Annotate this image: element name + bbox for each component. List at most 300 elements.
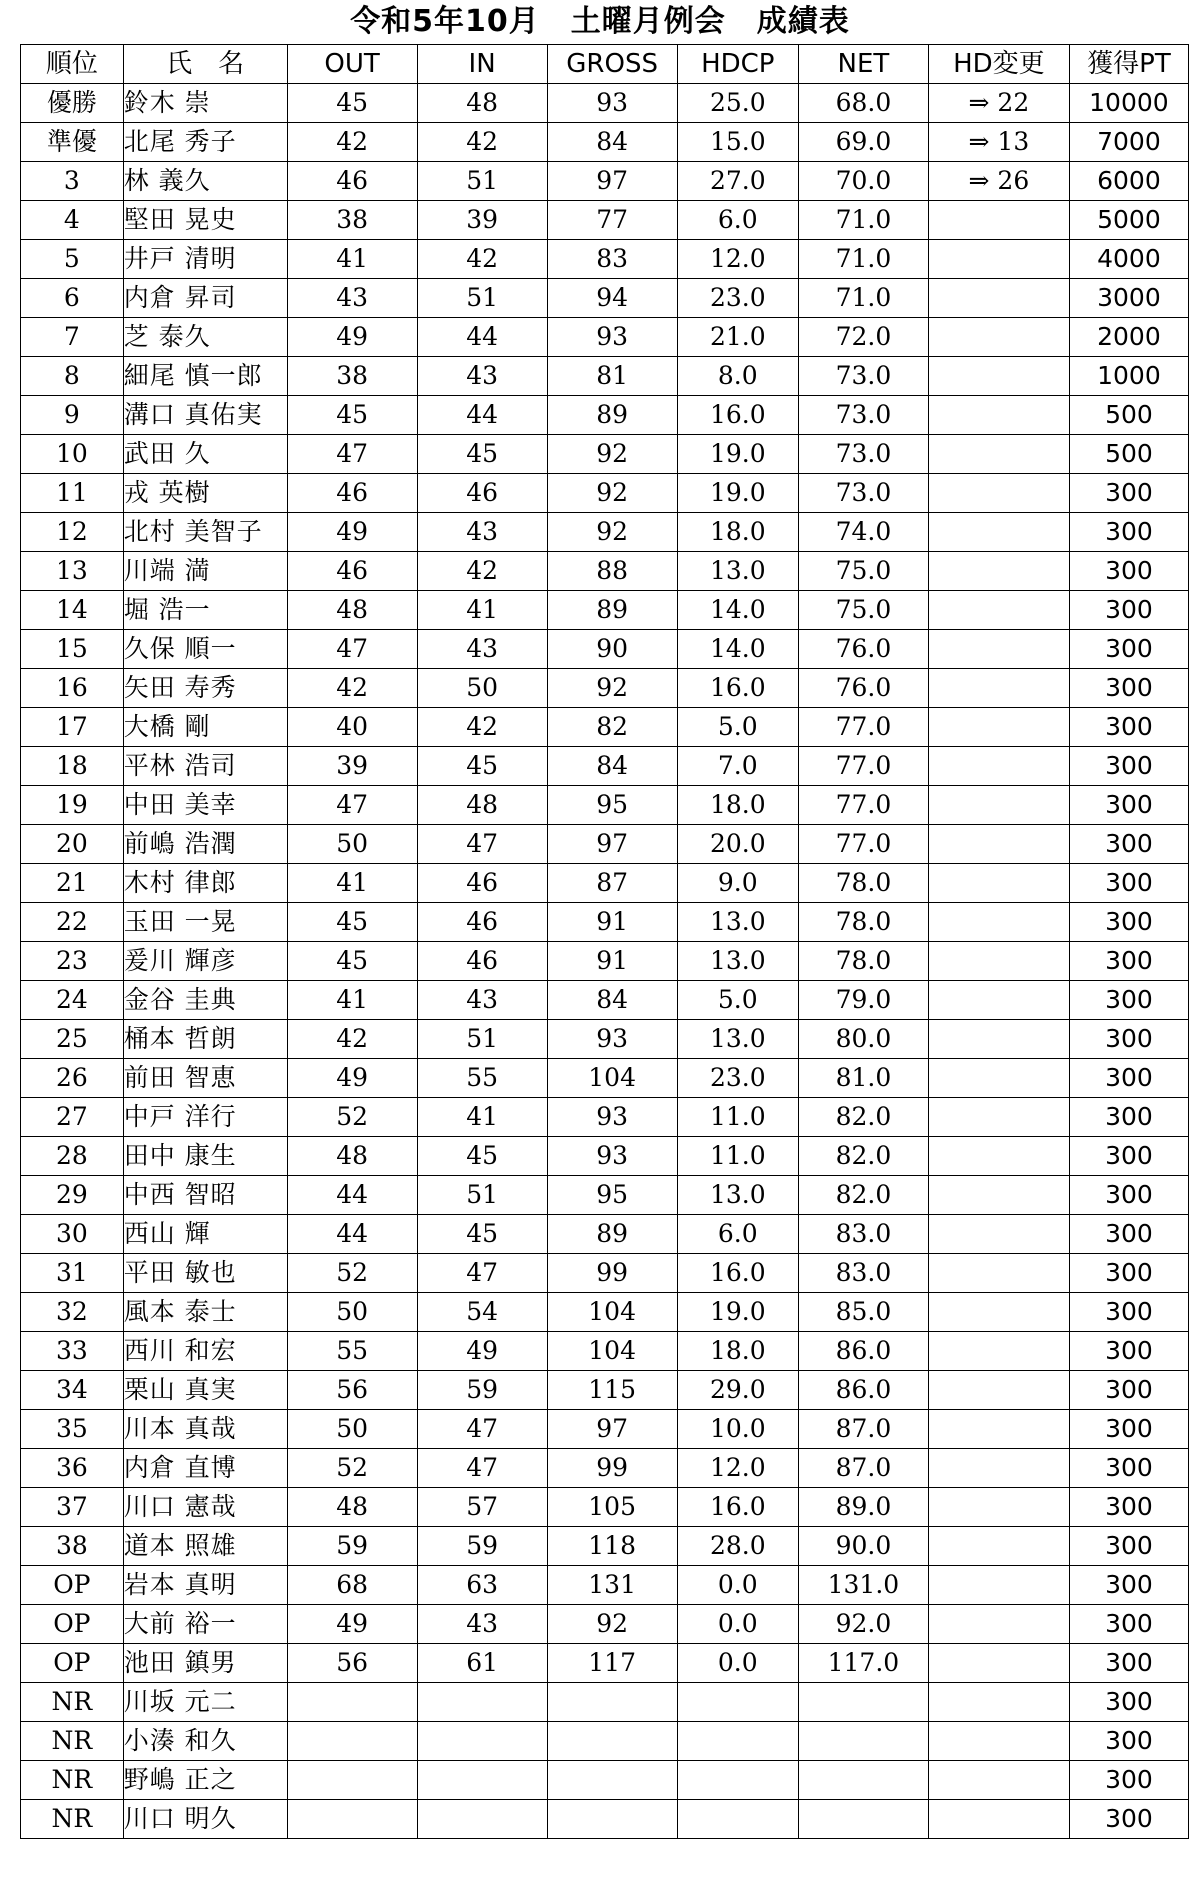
table-row <box>21 1098 1189 1137</box>
out-cell: 49 <box>287 318 417 357</box>
hd-change-cell <box>928 279 1069 318</box>
hdcp-cell: 13.0 <box>677 552 798 591</box>
rank-cell: 15 <box>21 630 124 669</box>
in-cell: 39 <box>417 201 547 240</box>
in-cell: 55 <box>417 1059 547 1098</box>
in-cell: 41 <box>417 1098 547 1137</box>
hd-change-cell <box>928 1410 1069 1449</box>
net-cell: 85.0 <box>798 1293 928 1332</box>
hdcp-cell: 23.0 <box>677 279 798 318</box>
name-cell: 中戸 洋行 <box>123 1098 287 1137</box>
name-cell: 前嶋 浩潤 <box>123 825 287 864</box>
rank-cell: 35 <box>21 1410 124 1449</box>
name-cell: 芝 泰久 <box>123 318 287 357</box>
table-row <box>21 162 1189 201</box>
table-row <box>21 1332 1189 1371</box>
table-row <box>21 1215 1189 1254</box>
hd-change-cell <box>928 1293 1069 1332</box>
gross-cell <box>547 1761 677 1800</box>
out-cell: 42 <box>287 123 417 162</box>
rank-cell: OP <box>21 1566 124 1605</box>
in-cell: 51 <box>417 1176 547 1215</box>
hd-change-cell <box>928 1254 1069 1293</box>
rank-cell: 11 <box>21 474 124 513</box>
points-cell: 300 <box>1069 1683 1188 1722</box>
table-row <box>21 318 1189 357</box>
out-cell: 47 <box>287 786 417 825</box>
table-row <box>21 591 1189 630</box>
points-cell: 7000 <box>1069 123 1188 162</box>
out-cell: 44 <box>287 1215 417 1254</box>
page-title: 令和5年10月 土曜月例会 成績表 <box>350 4 850 39</box>
table-row <box>21 1410 1189 1449</box>
rank-cell: 19 <box>21 786 124 825</box>
hd-change-cell <box>928 1332 1069 1371</box>
in-cell: 41 <box>417 591 547 630</box>
net-cell: 83.0 <box>798 1215 928 1254</box>
out-cell <box>287 1722 417 1761</box>
gross-cell: 104 <box>547 1332 677 1371</box>
out-cell: 47 <box>287 435 417 474</box>
in-cell: 46 <box>417 942 547 981</box>
gross-cell: 83 <box>547 240 677 279</box>
hdcp-cell <box>677 1683 798 1722</box>
hd-change-cell <box>928 981 1069 1020</box>
in-cell: 63 <box>417 1566 547 1605</box>
hd-change-cell <box>928 513 1069 552</box>
gross-cell: 93 <box>547 318 677 357</box>
table-row <box>21 435 1189 474</box>
table-row <box>21 1683 1189 1722</box>
table-row <box>21 1761 1189 1800</box>
table-row <box>21 474 1189 513</box>
hdcp-cell: 10.0 <box>677 1410 798 1449</box>
out-cell: 40 <box>287 708 417 747</box>
net-cell: 70.0 <box>798 162 928 201</box>
name-cell: 爰川 輝彦 <box>123 942 287 981</box>
name-cell: 田中 康生 <box>123 1137 287 1176</box>
points-cell: 300 <box>1069 630 1188 669</box>
hd-change-cell <box>928 1527 1069 1566</box>
net-cell: 79.0 <box>798 981 928 1020</box>
hdcp-cell: 18.0 <box>677 1332 798 1371</box>
hd-change-cell <box>928 1176 1069 1215</box>
hd-change-cell <box>928 357 1069 396</box>
net-cell: 73.0 <box>798 435 928 474</box>
name-cell: 玉田 一晃 <box>123 903 287 942</box>
name-cell: 岩本 真明 <box>123 1566 287 1605</box>
table-row <box>21 942 1189 981</box>
points-cell: 3000 <box>1069 279 1188 318</box>
net-cell: 83.0 <box>798 1254 928 1293</box>
points-cell: 300 <box>1069 864 1188 903</box>
out-cell: 45 <box>287 903 417 942</box>
points-cell: 300 <box>1069 1176 1188 1215</box>
hd-change-cell <box>928 747 1069 786</box>
out-cell: 45 <box>287 396 417 435</box>
hdcp-cell: 19.0 <box>677 1293 798 1332</box>
hdcp-cell: 5.0 <box>677 708 798 747</box>
gross-cell: 92 <box>547 513 677 552</box>
rank-cell: 27 <box>21 1098 124 1137</box>
points-cell: 500 <box>1069 396 1188 435</box>
hd-change-cell: ⇒ 22 <box>928 84 1069 123</box>
out-cell: 41 <box>287 240 417 279</box>
net-cell <box>798 1722 928 1761</box>
name-cell: 風本 泰士 <box>123 1293 287 1332</box>
in-cell: 45 <box>417 1137 547 1176</box>
net-cell <box>798 1800 928 1839</box>
gross-cell: 89 <box>547 1215 677 1254</box>
out-cell: 50 <box>287 1293 417 1332</box>
net-cell: 77.0 <box>798 747 928 786</box>
net-cell <box>798 1761 928 1800</box>
hd-change-cell <box>928 942 1069 981</box>
rank-cell: 16 <box>21 669 124 708</box>
points-cell: 300 <box>1069 708 1188 747</box>
hdcp-cell: 19.0 <box>677 474 798 513</box>
rank-cell: 3 <box>21 162 124 201</box>
gross-cell: 89 <box>547 591 677 630</box>
gross-cell: 87 <box>547 864 677 903</box>
net-cell: 73.0 <box>798 474 928 513</box>
gross-cell: 84 <box>547 123 677 162</box>
table-row <box>21 1800 1189 1839</box>
out-cell: 49 <box>287 513 417 552</box>
table-row <box>21 513 1189 552</box>
net-cell: 76.0 <box>798 630 928 669</box>
net-cell: 72.0 <box>798 318 928 357</box>
out-cell: 44 <box>287 1176 417 1215</box>
hd-change-cell <box>928 1449 1069 1488</box>
hdcp-cell: 28.0 <box>677 1527 798 1566</box>
hd-change-cell <box>928 1605 1069 1644</box>
name-cell: 井戸 清明 <box>123 240 287 279</box>
hdcp-cell: 6.0 <box>677 201 798 240</box>
hd-change-cell <box>928 474 1069 513</box>
hdcp-cell: 12.0 <box>677 1449 798 1488</box>
hdcp-cell: 27.0 <box>677 162 798 201</box>
in-cell: 46 <box>417 864 547 903</box>
table-row <box>21 357 1189 396</box>
hdcp-cell: 21.0 <box>677 318 798 357</box>
net-cell: 87.0 <box>798 1449 928 1488</box>
table-row <box>21 1449 1189 1488</box>
rank-cell: NR <box>21 1683 124 1722</box>
hd-change-cell <box>928 1137 1069 1176</box>
points-cell: 2000 <box>1069 318 1188 357</box>
table-row <box>21 1488 1189 1527</box>
points-cell: 300 <box>1069 1215 1188 1254</box>
out-cell: 46 <box>287 162 417 201</box>
out-cell: 45 <box>287 942 417 981</box>
points-cell: 300 <box>1069 1410 1188 1449</box>
gross-cell: 93 <box>547 1098 677 1137</box>
table-row <box>21 1371 1189 1410</box>
gross-cell: 93 <box>547 1137 677 1176</box>
rank-cell: 34 <box>21 1371 124 1410</box>
column-header-in: IN <box>417 45 547 84</box>
rank-cell: 10 <box>21 435 124 474</box>
in-cell: 42 <box>417 123 547 162</box>
table-row <box>21 1254 1189 1293</box>
points-cell: 300 <box>1069 1605 1188 1644</box>
gross-cell: 92 <box>547 435 677 474</box>
hd-change-cell <box>928 1800 1069 1839</box>
points-cell: 300 <box>1069 747 1188 786</box>
rank-cell: 14 <box>21 591 124 630</box>
name-cell: 久保 順一 <box>123 630 287 669</box>
points-cell: 300 <box>1069 1761 1188 1800</box>
points-cell: 300 <box>1069 552 1188 591</box>
points-cell: 300 <box>1069 1098 1188 1137</box>
out-cell <box>287 1761 417 1800</box>
out-cell: 56 <box>287 1644 417 1683</box>
table-row <box>21 396 1189 435</box>
points-cell: 300 <box>1069 1488 1188 1527</box>
in-cell <box>417 1722 547 1761</box>
points-cell: 10000 <box>1069 84 1188 123</box>
rank-cell: NR <box>21 1761 124 1800</box>
out-cell: 56 <box>287 1371 417 1410</box>
out-cell: 41 <box>287 981 417 1020</box>
hdcp-cell <box>677 1800 798 1839</box>
name-cell: 林 義久 <box>123 162 287 201</box>
hd-change-cell <box>928 318 1069 357</box>
net-cell: 76.0 <box>798 669 928 708</box>
column-header-hd-change: HD変更 <box>928 45 1069 84</box>
in-cell: 59 <box>417 1527 547 1566</box>
gross-cell: 92 <box>547 474 677 513</box>
in-cell: 57 <box>417 1488 547 1527</box>
points-cell: 5000 <box>1069 201 1188 240</box>
rank-cell: 21 <box>21 864 124 903</box>
net-cell: 81.0 <box>798 1059 928 1098</box>
points-cell: 300 <box>1069 1449 1188 1488</box>
hd-change-cell <box>928 1098 1069 1137</box>
name-cell: 平林 浩司 <box>123 747 287 786</box>
hdcp-cell: 7.0 <box>677 747 798 786</box>
table-row <box>21 1527 1189 1566</box>
out-cell <box>287 1800 417 1839</box>
net-cell: 86.0 <box>798 1332 928 1371</box>
rank-cell: 22 <box>21 903 124 942</box>
net-cell: 87.0 <box>798 1410 928 1449</box>
hd-change-cell <box>928 201 1069 240</box>
in-cell: 45 <box>417 747 547 786</box>
table-row <box>21 1566 1189 1605</box>
in-cell: 45 <box>417 435 547 474</box>
table-row <box>21 1644 1189 1683</box>
hdcp-cell: 16.0 <box>677 396 798 435</box>
table-row <box>21 825 1189 864</box>
gross-cell <box>547 1722 677 1761</box>
name-cell: 川本 真哉 <box>123 1410 287 1449</box>
out-cell: 52 <box>287 1254 417 1293</box>
gross-cell: 84 <box>547 981 677 1020</box>
hdcp-cell: 16.0 <box>677 669 798 708</box>
name-cell: 平田 敏也 <box>123 1254 287 1293</box>
points-cell: 300 <box>1069 786 1188 825</box>
out-cell: 41 <box>287 864 417 903</box>
in-cell: 51 <box>417 1020 547 1059</box>
in-cell: 49 <box>417 1332 547 1371</box>
net-cell: 117.0 <box>798 1644 928 1683</box>
in-cell: 43 <box>417 630 547 669</box>
hd-change-cell <box>928 552 1069 591</box>
column-header-hdcp: HDCP <box>677 45 798 84</box>
column-header-gross: GROSS <box>547 45 677 84</box>
out-cell: 52 <box>287 1449 417 1488</box>
rank-cell: 優勝 <box>21 84 124 123</box>
out-cell: 38 <box>287 357 417 396</box>
rank-cell: 32 <box>21 1293 124 1332</box>
table-row <box>21 903 1189 942</box>
hdcp-cell: 29.0 <box>677 1371 798 1410</box>
out-cell: 48 <box>287 1137 417 1176</box>
rank-cell: 23 <box>21 942 124 981</box>
points-cell: 300 <box>1069 591 1188 630</box>
rank-cell: 準優 <box>21 123 124 162</box>
points-cell: 300 <box>1069 1722 1188 1761</box>
points-cell: 300 <box>1069 825 1188 864</box>
in-cell: 43 <box>417 1605 547 1644</box>
rank-cell: 38 <box>21 1527 124 1566</box>
gross-cell <box>547 1683 677 1722</box>
out-cell: 49 <box>287 1605 417 1644</box>
hdcp-cell: 16.0 <box>677 1254 798 1293</box>
name-cell: 大橋 剛 <box>123 708 287 747</box>
name-cell: 川口 明久 <box>123 1800 287 1839</box>
rank-cell: 26 <box>21 1059 124 1098</box>
name-cell: 北尾 秀子 <box>123 123 287 162</box>
out-cell: 39 <box>287 747 417 786</box>
table-row <box>21 630 1189 669</box>
points-cell: 300 <box>1069 1527 1188 1566</box>
gross-cell: 93 <box>547 1020 677 1059</box>
points-cell: 1000 <box>1069 357 1188 396</box>
gross-cell: 97 <box>547 825 677 864</box>
in-cell: 43 <box>417 981 547 1020</box>
table-row <box>21 708 1189 747</box>
net-cell: 74.0 <box>798 513 928 552</box>
rank-cell: OP <box>21 1644 124 1683</box>
hd-change-cell <box>928 591 1069 630</box>
out-cell: 49 <box>287 1059 417 1098</box>
rank-cell: OP <box>21 1605 124 1644</box>
rank-cell: 37 <box>21 1488 124 1527</box>
net-cell: 82.0 <box>798 1176 928 1215</box>
gross-cell: 105 <box>547 1488 677 1527</box>
hd-change-cell <box>928 1488 1069 1527</box>
net-cell: 73.0 <box>798 357 928 396</box>
rank-cell: 4 <box>21 201 124 240</box>
net-cell: 90.0 <box>798 1527 928 1566</box>
net-cell: 92.0 <box>798 1605 928 1644</box>
gross-cell: 93 <box>547 84 677 123</box>
table-row <box>21 1059 1189 1098</box>
column-header-name: 氏 名 <box>123 45 287 84</box>
table-row <box>21 123 1189 162</box>
net-cell: 80.0 <box>798 1020 928 1059</box>
rank-cell: 9 <box>21 396 124 435</box>
name-cell: 内倉 昇司 <box>123 279 287 318</box>
table-row <box>21 1137 1189 1176</box>
gross-cell: 89 <box>547 396 677 435</box>
rank-cell: 5 <box>21 240 124 279</box>
net-cell: 71.0 <box>798 240 928 279</box>
in-cell: 47 <box>417 1254 547 1293</box>
points-cell: 300 <box>1069 1371 1188 1410</box>
gross-cell: 115 <box>547 1371 677 1410</box>
points-cell: 300 <box>1069 513 1188 552</box>
hd-change-cell <box>928 1683 1069 1722</box>
out-cell: 47 <box>287 630 417 669</box>
net-cell: 77.0 <box>798 708 928 747</box>
points-cell: 300 <box>1069 1332 1188 1371</box>
hdcp-cell: 15.0 <box>677 123 798 162</box>
table-row <box>21 981 1189 1020</box>
hd-change-cell <box>928 1761 1069 1800</box>
out-cell: 50 <box>287 1410 417 1449</box>
name-cell: 戎 英樹 <box>123 474 287 513</box>
gross-cell: 117 <box>547 1644 677 1683</box>
name-cell: 矢田 寿秀 <box>123 669 287 708</box>
hdcp-cell: 5.0 <box>677 981 798 1020</box>
net-cell: 77.0 <box>798 825 928 864</box>
in-cell: 42 <box>417 240 547 279</box>
hd-change-cell <box>928 786 1069 825</box>
hdcp-cell: 25.0 <box>677 84 798 123</box>
table-row <box>21 1176 1189 1215</box>
rank-cell: 28 <box>21 1137 124 1176</box>
header-row <box>21 45 1189 84</box>
gross-cell: 97 <box>547 162 677 201</box>
hdcp-cell: 6.0 <box>677 1215 798 1254</box>
name-cell: 中田 美幸 <box>123 786 287 825</box>
hdcp-cell: 19.0 <box>677 435 798 474</box>
name-cell: 前田 智恵 <box>123 1059 287 1098</box>
hd-change-cell <box>928 396 1069 435</box>
gross-cell: 95 <box>547 1176 677 1215</box>
rank-cell: NR <box>21 1722 124 1761</box>
hdcp-cell: 18.0 <box>677 513 798 552</box>
name-cell: 栗山 真実 <box>123 1371 287 1410</box>
net-cell: 89.0 <box>798 1488 928 1527</box>
table-row <box>21 864 1189 903</box>
gross-cell: 82 <box>547 708 677 747</box>
net-cell: 82.0 <box>798 1137 928 1176</box>
in-cell: 61 <box>417 1644 547 1683</box>
in-cell: 54 <box>417 1293 547 1332</box>
out-cell: 45 <box>287 84 417 123</box>
out-cell: 38 <box>287 201 417 240</box>
in-cell: 44 <box>417 318 547 357</box>
hd-change-cell <box>928 1020 1069 1059</box>
in-cell <box>417 1683 547 1722</box>
points-cell: 300 <box>1069 1293 1188 1332</box>
rank-cell: 6 <box>21 279 124 318</box>
gross-cell: 94 <box>547 279 677 318</box>
name-cell: 木村 律郎 <box>123 864 287 903</box>
out-cell <box>287 1683 417 1722</box>
hdcp-cell: 12.0 <box>677 240 798 279</box>
net-cell <box>798 1683 928 1722</box>
rank-cell: 33 <box>21 1332 124 1371</box>
column-header-rank: 順位 <box>21 45 124 84</box>
in-cell: 46 <box>417 903 547 942</box>
in-cell: 59 <box>417 1371 547 1410</box>
